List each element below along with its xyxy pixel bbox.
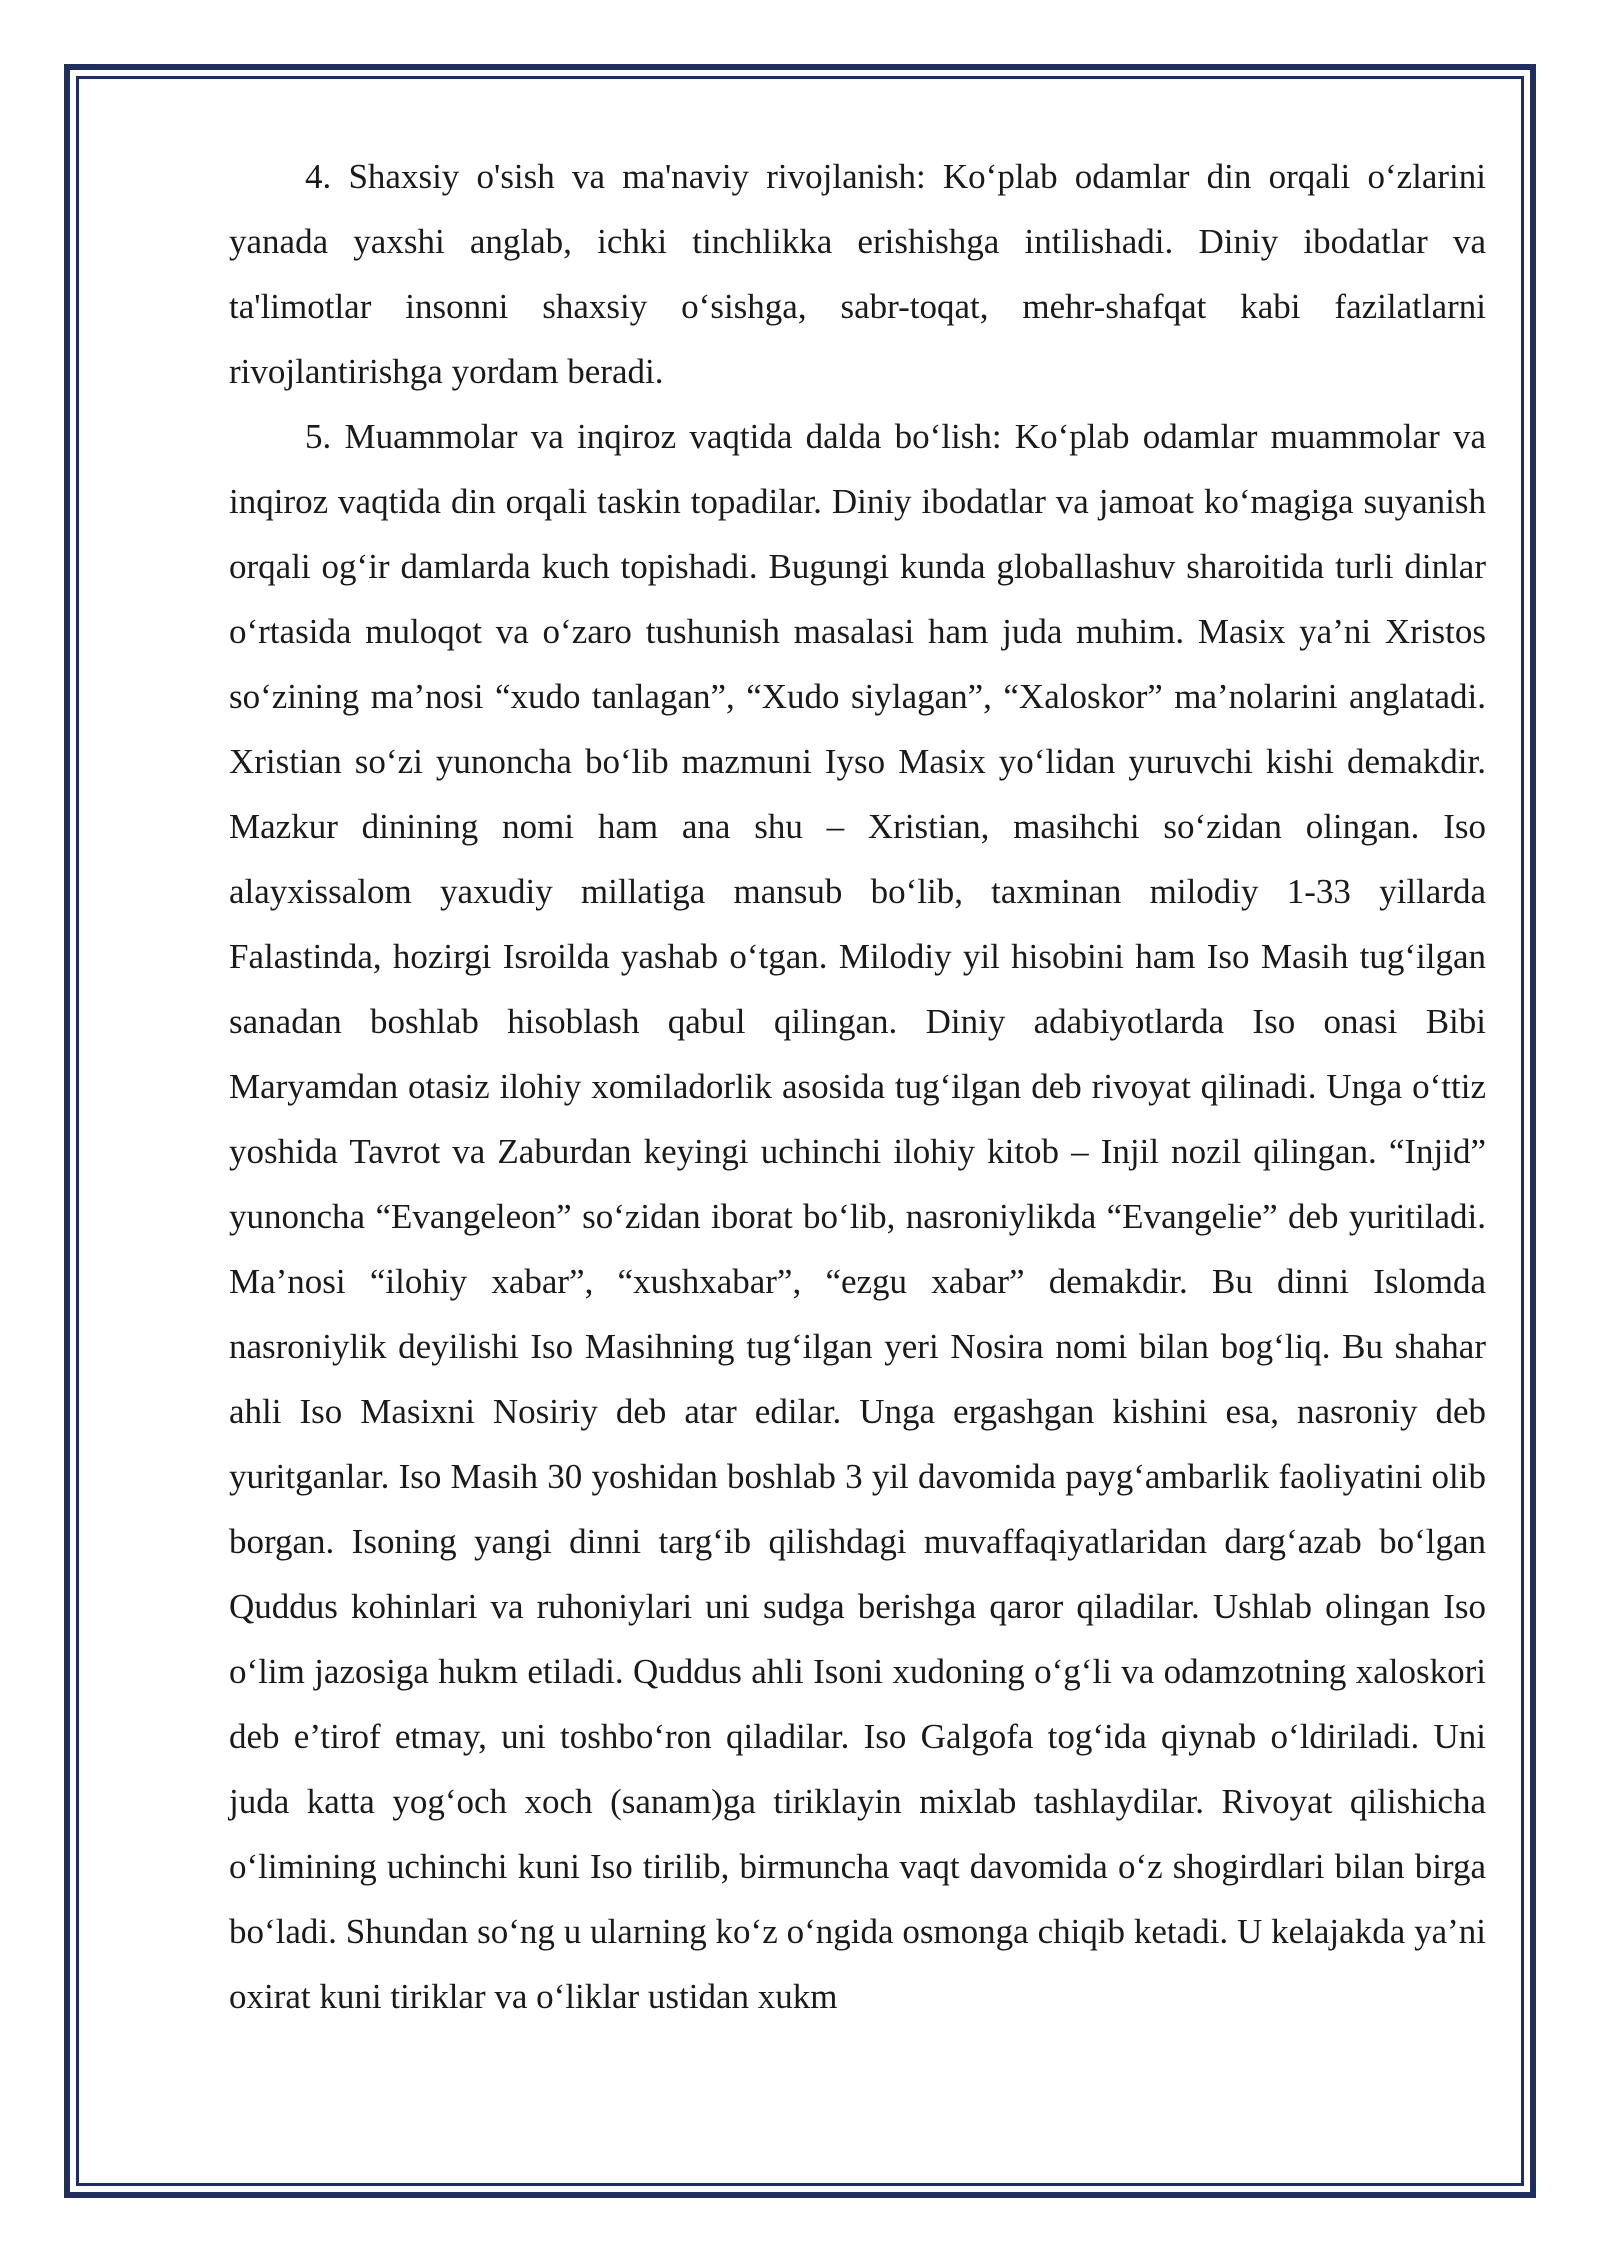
document-body bbox=[229, 144, 1486, 2029]
paragraph-personal-growth: 4. Shaxsiy o'sish va ma'naviy rivojlanish: Ko‘plab odamlar din orqali o‘zlarini yanada yaxshi anglab, ichki tinchlikka erishishga intilishadi. Diniy ibodatlar va ta'limotlar insonni shaxsiy o‘sishga, sabr-toqat, mehr-shafqat kabi fazilatlarni rivojlantirishga yordam beradi. bbox=[229, 157, 1486, 391]
paragraph-crisis-support: 5. Muammolar va inqiroz vaqtida dalda bo‘lish: Ko‘plab odamlar muammolar va inqiroz vaqtida din orqali taskin topadilar. Diniy ibodatlar va jamoat ko‘magiga suyanish orqali og‘ir damlarda kuch topishadi. Bugungi kunda globallashuv sharoitida turli dinlar o‘rtasida muloqot va o‘zaro tushunish masalasi ham juda muhim. Masix ya’ni Xristos so‘zining ma’nosi “xudo tanlagan”, “Xudo siylagan”, “Xaloskor” ma’nolarini anglatadi. Xristian so‘zi yunoncha bo‘lib mazmuni Iyso Masix yo‘lidan yuruvchi kishi demakdir. Mazkur dinining nomi ham ana shu – Xristian, masihchi so‘zidan olingan. Iso alayxissalom yaxudiy millatiga mansub bo‘lib, taxminan milodiy 1-33 yillarda Falastinda, hozirgi Isroilda yashab o‘tgan. Milodiy yil hisobini ham Iso Masih tug‘ilgan sanadan boshlab hisoblash qabul qilingan. Diniy adabiyotlarda Iso onasi Bibi Maryamdan otasiz ilohiy xomiladorlik asosida tug‘ilgan deb rivoyat qilinadi. Unga o‘ttiz yoshida Tavrot va Zaburdan keyingi uchinchi ilohiy kitob – Injil nozil qilingan. “Injid” yunoncha “Evangeleon” so‘zidan iborat bo‘lib, nasroniylikda “Evangelie” deb yuritiladi. Ma’nosi “ilohiy xabar”, “xushxabar”, “ezgu xabar” demakdir. Bu dinni Islomda nasroniylik deyilishi Iso Masihning tug‘ilgan yeri Nosira nomi bilan bog‘liq. Bu shahar ahli Iso Masixni Nosiriy deb atar edilar. Unga ergashgan kishini esa, nasroniy deb yuritganlar. Iso Masih 30 yoshidan boshlab 3 yil davomida payg‘ambarlik faoliyatini olib borgan. Isoning yangi dinni targ‘ib qilishdagi muvaffaqiyatlaridan darg‘azab bo‘lgan Quddus kohinlari va ruhoniylari uni sudga berishga qaror qiladilar. Ushlab olingan Iso o‘lim jazosiga hukm etiladi. Quddus ahli Isoni xudoning o‘g‘li va odamzotning xaloskori deb e’tirof etmay, uni toshbo‘ron qiladilar. Iso Galgofa tog‘ida qiynab o‘ldiriladi. Uni juda katta yog‘och xoch (sanam)ga tiriklayin mixlab tashlaydilar. Rivoyat qilishicha o‘limining uchinchi kuni Iso tirilib, birmuncha vaqt davomida o‘z shogirdlari bilan birga bo‘ladi. Shundan so‘ng u ularning ko‘z o‘ngida osmonga chiqib ketadi. U kelajakda ya’ni oxirat kuni tiriklar va o‘liklar ustidan xukm bbox=[229, 417, 1486, 2016]
